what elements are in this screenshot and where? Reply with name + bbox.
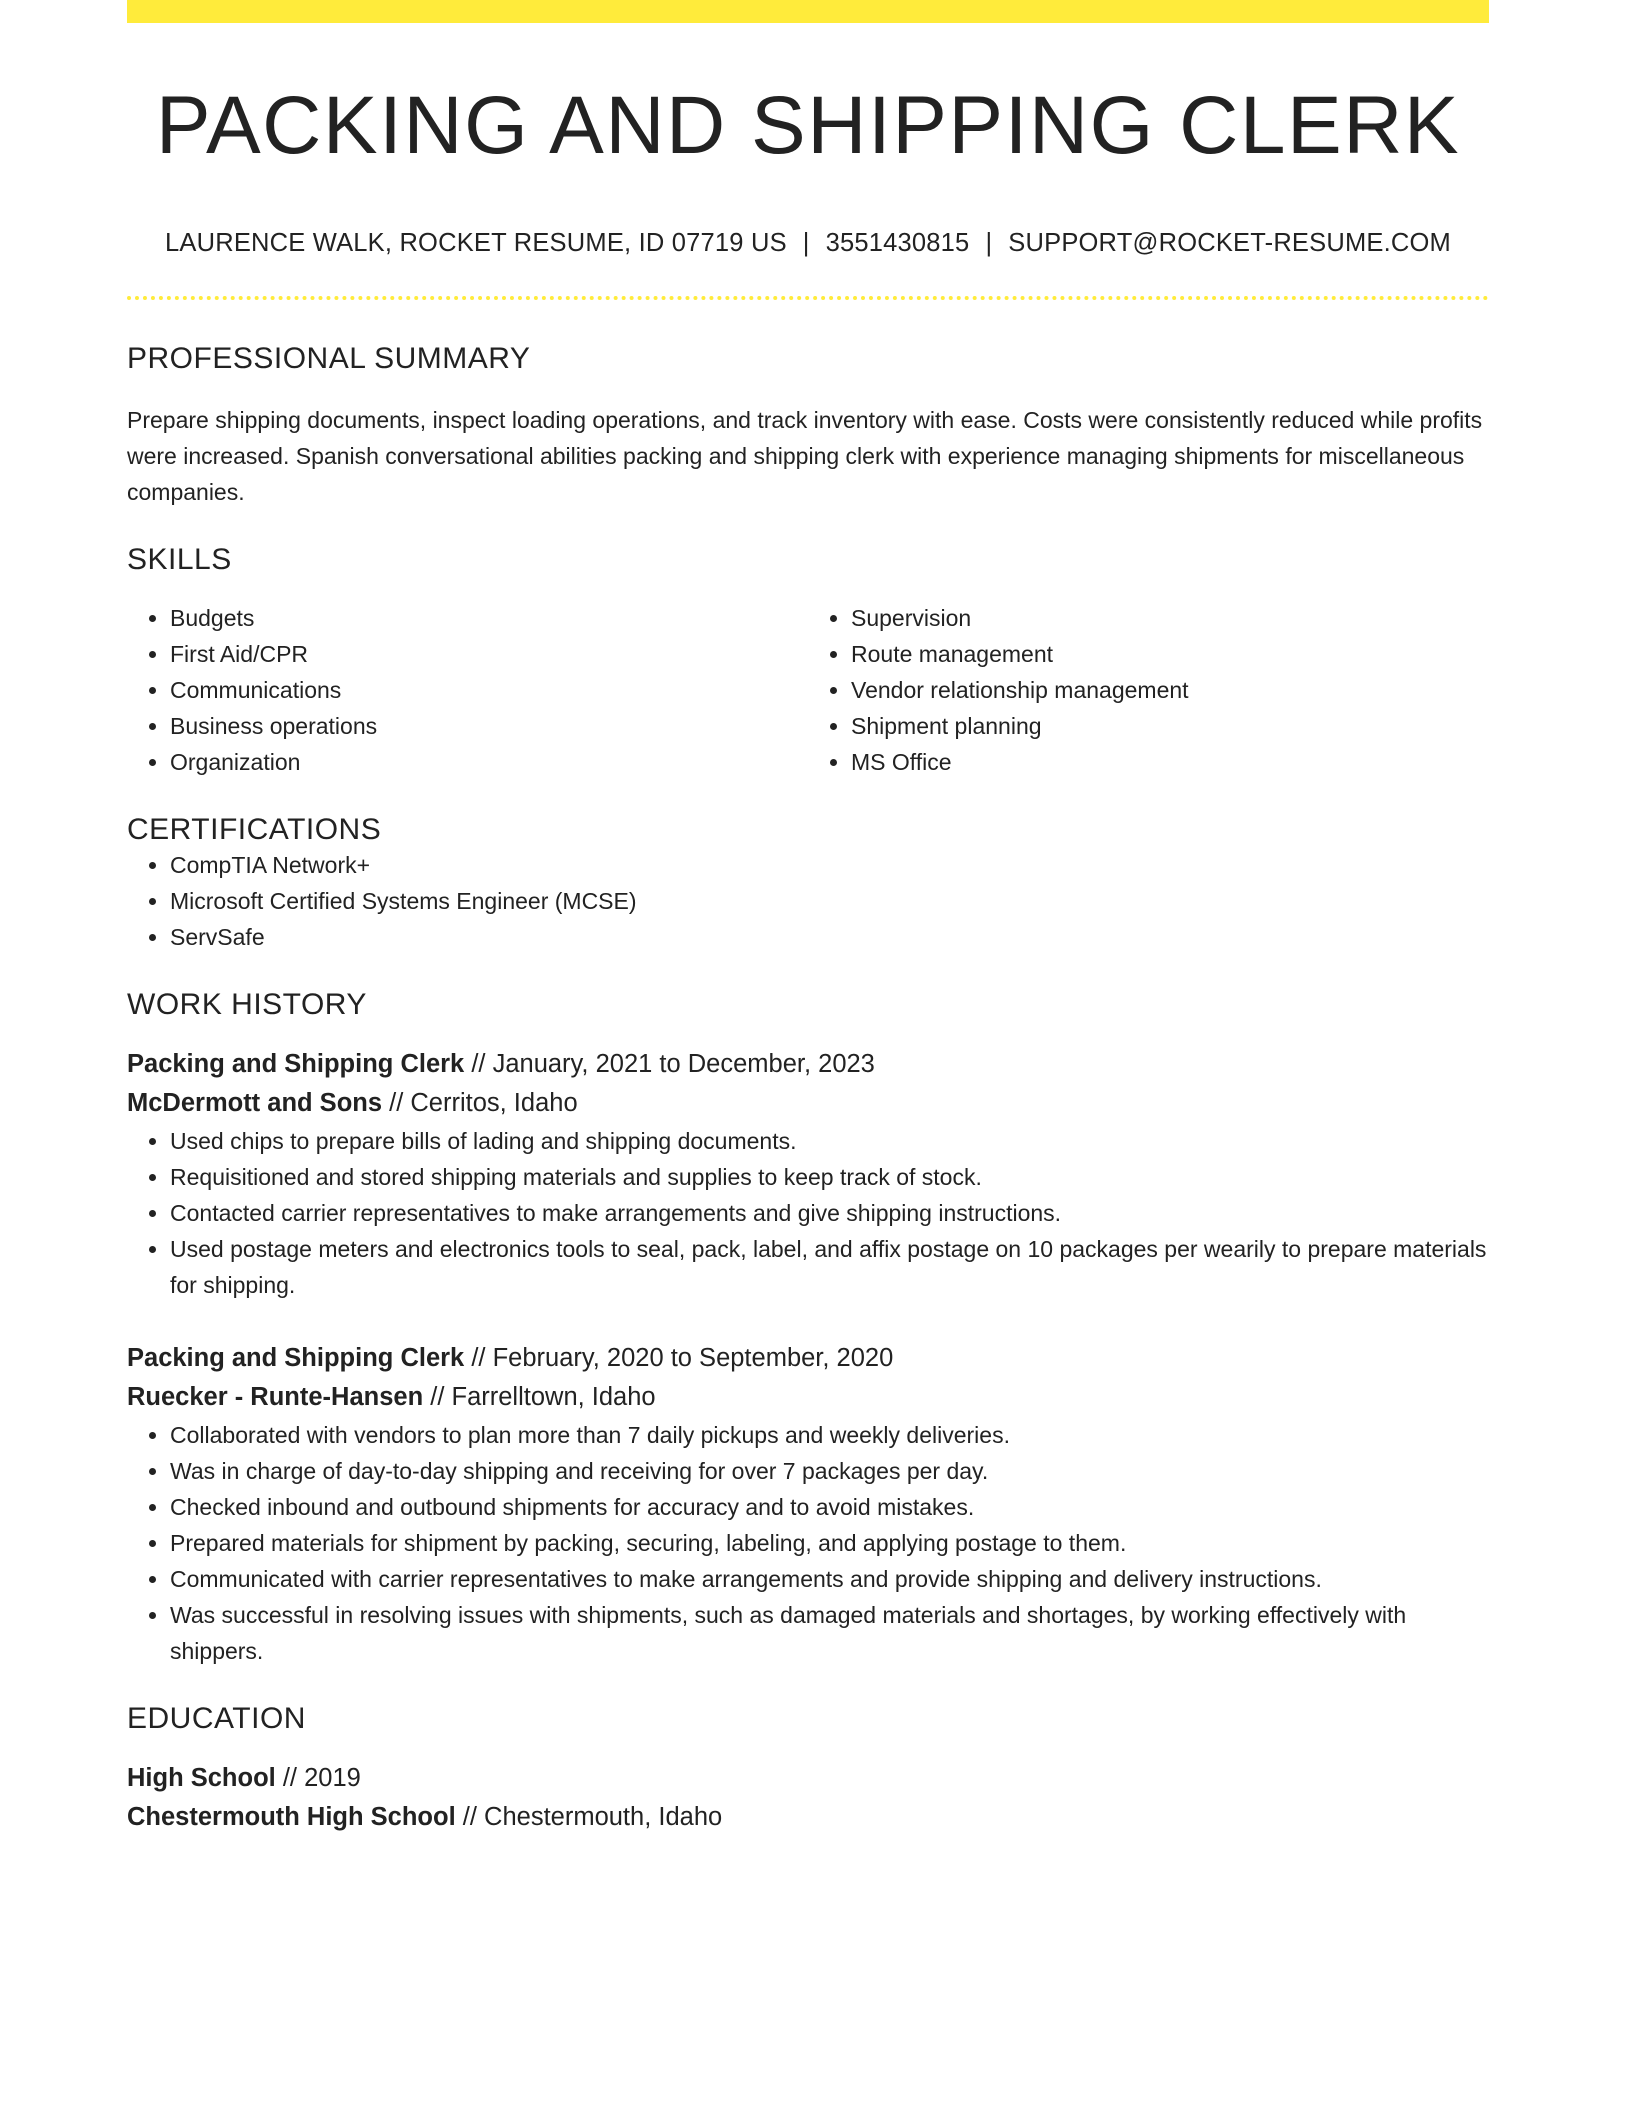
job-bullet: • Was successful in resolving issues with shipments, such as damaged materials and shortages, by working effectively with shippers. (170, 1597, 1489, 1669)
job-location: // Cerritos, Idaho (389, 1089, 578, 1118)
contact-email: SUPPORT@ROCKET-RESUME.COM (1008, 229, 1451, 258)
education-school-line (127, 1798, 1489, 1837)
certification-item: • ServSafe (170, 919, 1489, 955)
job-bullet: • Checked inbound and outbound shipments for accuracy and to avoid mistakes. (170, 1489, 1489, 1525)
job-company: McDermott and Sons (127, 1089, 383, 1118)
job-bullet: • Contacted carrier representatives to make arrangements and give shipping instructions. (170, 1195, 1489, 1231)
job-bullet: • Prepared materials for shipment by packing, securing, labeling, and applying postage to them. (170, 1525, 1489, 1561)
contact-line (127, 229, 1489, 258)
resume-page (127, 0, 1489, 1837)
job-company-line (127, 1084, 1489, 1123)
skills-column-left (127, 600, 808, 780)
education-year: // 2019 (282, 1764, 361, 1793)
certification-item: • Microsoft Certified Systems Engineer (MCSE) (170, 883, 1489, 919)
job-bullet: • Used postage meters and electronics tools to seal, pack, label, and affix postage on 10 packages per wearily to prepare materials for shipping. (170, 1231, 1489, 1303)
education-degree: High School (127, 1764, 276, 1793)
skills-heading: SKILLS (127, 543, 232, 577)
job-location: // Farrelltown, Idaho (430, 1383, 656, 1412)
job-title-line (127, 1339, 1489, 1378)
skills-grid (127, 600, 1489, 780)
skill-item: • Budgets (170, 600, 808, 636)
skills-column-right (808, 600, 1489, 780)
resume-title: PACKING AND SHIPPING CLERK (155, 80, 1461, 171)
job-bullet-list (127, 1417, 1489, 1669)
work-history-heading: WORK HISTORY (127, 988, 367, 1022)
contact-separator: | (802, 229, 810, 258)
contact-separator: | (985, 229, 993, 258)
skills-list-left (127, 600, 808, 780)
education-heading: EDUCATION (127, 1702, 306, 1736)
skill-item: • Vendor relationship management (851, 672, 1489, 708)
skill-item: • Supervision (851, 600, 1489, 636)
job-title: Packing and Shipping Clerk (127, 1344, 465, 1373)
job-company-line (127, 1378, 1489, 1417)
summary-text: Prepare shipping documents, inspect loading operations, and track inventory with ease. Costs were consistently reduced while profits were increased. Spanish conversational abilities packing and shipping clerk with experience managing shipments for miscellaneous companies. (127, 407, 1483, 506)
certifications-heading: CERTIFICATIONS (127, 813, 382, 847)
top-accent-bar (127, 0, 1489, 23)
education-degree-line (127, 1759, 1489, 1798)
job-bullet: • Used chips to prepare bills of lading and shipping documents. (170, 1123, 1489, 1159)
skill-item: • Business operations (170, 708, 808, 744)
skill-item: • First Aid/CPR (170, 636, 808, 672)
certifications-list (127, 847, 1489, 955)
job-bullet: • Requisitioned and stored shipping materials and supplies to keep track of stock. (170, 1159, 1489, 1195)
education-school: Chestermouth High School (127, 1803, 456, 1832)
job-bullet: • Collaborated with vendors to plan more than 7 daily pickups and weekly deliveries. (170, 1417, 1489, 1453)
skill-item: • Route management (851, 636, 1489, 672)
skills-list-right (808, 600, 1489, 780)
certification-item: • CompTIA Network+ (170, 847, 1489, 883)
job-title-line (127, 1045, 1489, 1084)
skill-item: • MS Office (851, 744, 1489, 780)
contact-address: LAURENCE WALK, ROCKET RESUME, ID 07719 US (165, 229, 787, 258)
skill-item: • Shipment planning (851, 708, 1489, 744)
job-dates: // January, 2021 to December, 2023 (471, 1050, 875, 1079)
skill-item: • Organization (170, 744, 808, 780)
job-dates: // February, 2020 to September, 2020 (471, 1344, 894, 1373)
education-location: // Chestermouth, Idaho (462, 1803, 723, 1832)
summary-heading: PROFESSIONAL SUMMARY (127, 342, 531, 376)
job-title: Packing and Shipping Clerk (127, 1050, 465, 1079)
job-entry (127, 1339, 1489, 1669)
job-bullet: • Communicated with carrier representatives to make arrangements and provide shipping and delivery instructions. (170, 1561, 1489, 1597)
job-entry (127, 1045, 1489, 1303)
job-bullet-list (127, 1123, 1489, 1303)
contact-phone: 3551430815 (825, 229, 970, 258)
dotted-divider (127, 296, 1489, 300)
job-bullet: • Was in charge of day-to-day shipping and receiving for over 7 packages per day. (170, 1453, 1489, 1489)
job-company: Ruecker - Runte-Hansen (127, 1383, 424, 1412)
skill-item: • Communications (170, 672, 808, 708)
education-entry (127, 1759, 1489, 1837)
